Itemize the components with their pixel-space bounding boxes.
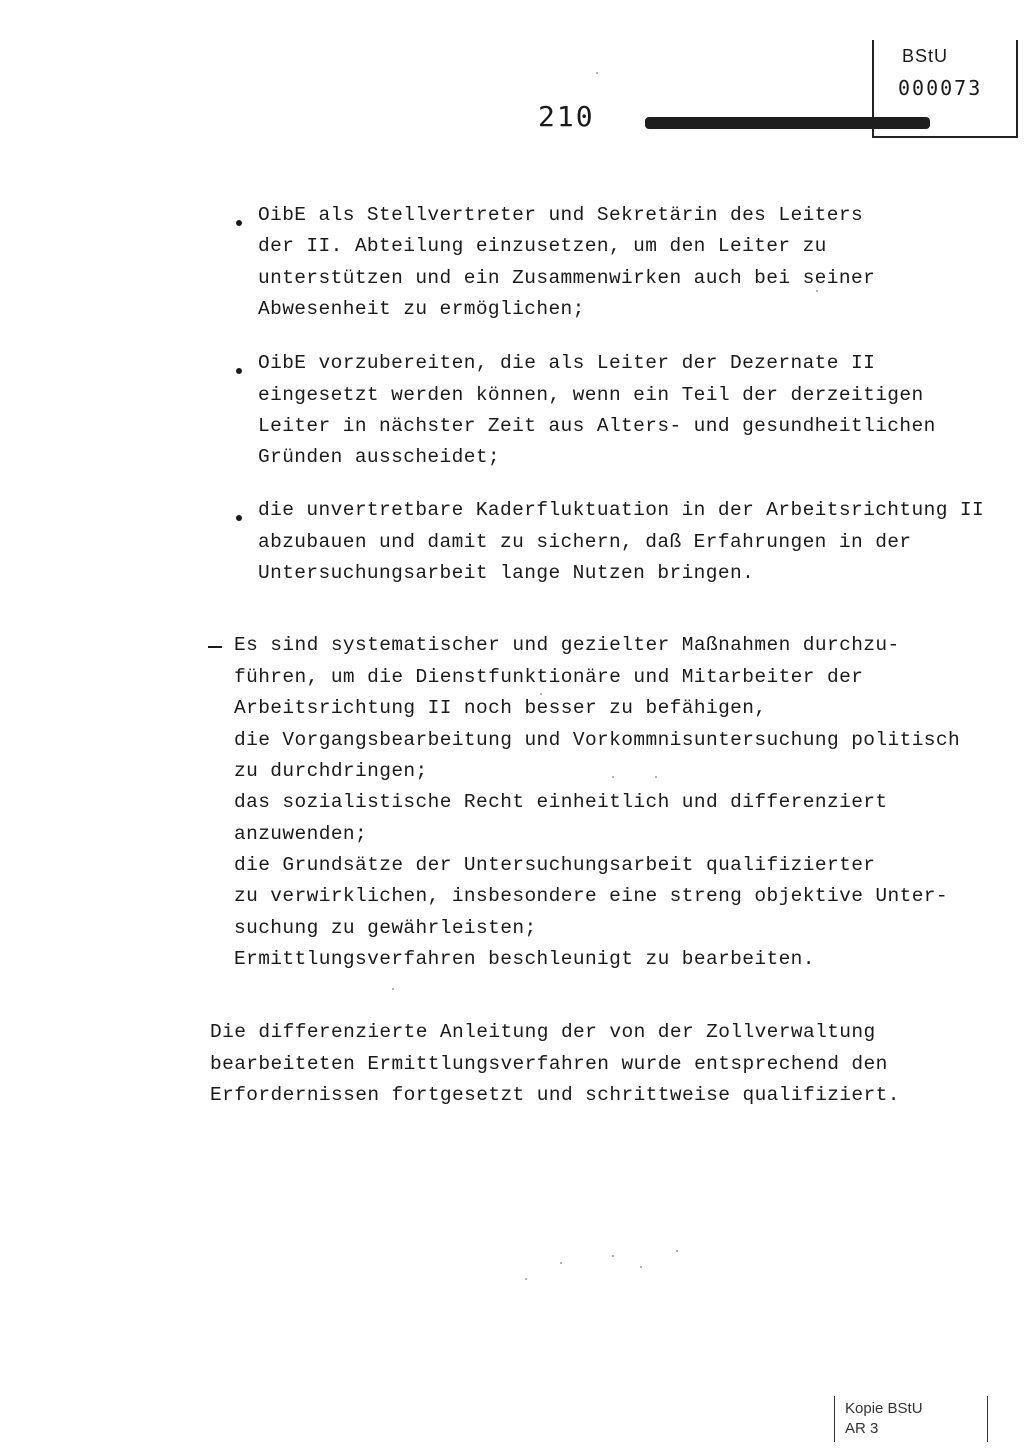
bullet-marker <box>236 220 242 226</box>
bullet-marker <box>236 515 242 521</box>
bullet-3-line-2: abzubauen und damit zu sichern, daß Erfahrungen in der <box>258 531 912 553</box>
copy-stamp <box>834 1396 988 1442</box>
dash-item-line-11: Ermittlungsverfahren beschleunigt zu bearbeiten. <box>234 948 815 970</box>
copy-stamp-line-1: Kopie BStU <box>845 1400 923 1417</box>
scan-speck <box>676 1250 678 1252</box>
scan-speck <box>612 1255 614 1257</box>
bullet-1-line-2: der II. Abteilung einzusetzen, um den Leiter zu <box>258 235 827 257</box>
copy-stamp-line-2: AR 3 <box>845 1420 879 1437</box>
bullet-3-line-3: Untersuchungsarbeit lange Nutzen bringen. <box>258 562 755 584</box>
dash-item-line-9: zu verwirklichen, insbesondere eine streng objektive Unter- <box>234 885 949 907</box>
dash-item-line-8: die Grundsätze der Untersuchungsarbeit qualifizierter <box>234 854 876 876</box>
bullet-1-line-3: unterstützen und ein Zusammenwirken auch bei seiner <box>258 267 876 289</box>
scan-speck <box>392 988 394 990</box>
dash-item-line-2: führen, um die Dienstfunktionäre und Mitarbeiter der <box>234 666 864 688</box>
stamp-number: 000073 <box>898 76 983 100</box>
stamp-label: BStU <box>902 46 949 66</box>
bullet-2-line-1: OibE vorzubereiten, die als Leiter der Dezernate II <box>258 352 876 374</box>
redaction-bar <box>645 117 930 129</box>
dash-item-line-4: die Vorgangsbearbeitung und Vorkommnisuntersuchung politisch <box>234 729 961 751</box>
scan-speck <box>655 776 657 778</box>
bullet-2-line-4: Gründen ausscheidet; <box>258 446 501 468</box>
dash-marker <box>208 646 222 648</box>
scan-speck <box>560 1262 562 1264</box>
scan-speck <box>816 290 818 292</box>
dash-item-line-7: anzuwenden; <box>234 823 368 845</box>
bullet-2-line-3: Leiter in nächster Zeit aus Alters- und gesundheitlichen <box>258 415 936 437</box>
bullet-1-line-1: OibE als Stellvertreter und Sekretärin des Leiters <box>258 204 864 226</box>
dash-item-line-3: Arbeitsrichtung II noch besser zu befähigen, <box>234 697 767 719</box>
bullet-marker <box>236 368 242 374</box>
bullet-2-line-2: eingesetzt werden können, wenn ein Teil der derzeitigen <box>258 384 924 406</box>
dash-item-line-5: zu durchdringen; <box>234 760 428 782</box>
closing-line-3: Erfordernissen fortgesetzt und schrittweise qualifiziert. <box>210 1084 900 1106</box>
scan-speck <box>612 776 614 778</box>
dash-item-line-6: das sozialistische Recht einheitlich und differenziert <box>234 791 888 813</box>
bullet-3-line-1: die unvertretbare Kaderfluktuation in der Arbeitsrichtung II <box>258 499 985 521</box>
scan-speck <box>640 1266 642 1268</box>
bullet-1-line-4: Abwesenheit zu ermöglichen; <box>258 298 585 320</box>
scan-speck <box>540 693 542 695</box>
scan-speck <box>596 72 598 74</box>
dash-item-line-10: suchung zu gewährleisten; <box>234 917 537 939</box>
page-number: 210 <box>538 100 595 133</box>
closing-line-2: bearbeiteten Ermittlungsverfahren wurde entsprechend den <box>210 1053 888 1075</box>
scan-speck <box>525 1278 527 1280</box>
closing-line-1: Die differenzierte Anleitung der von der Zollverwaltung <box>210 1021 876 1043</box>
dash-item-line-1: Es sind systematischer und gezielter Maßnahmen durchzu- <box>234 634 900 656</box>
